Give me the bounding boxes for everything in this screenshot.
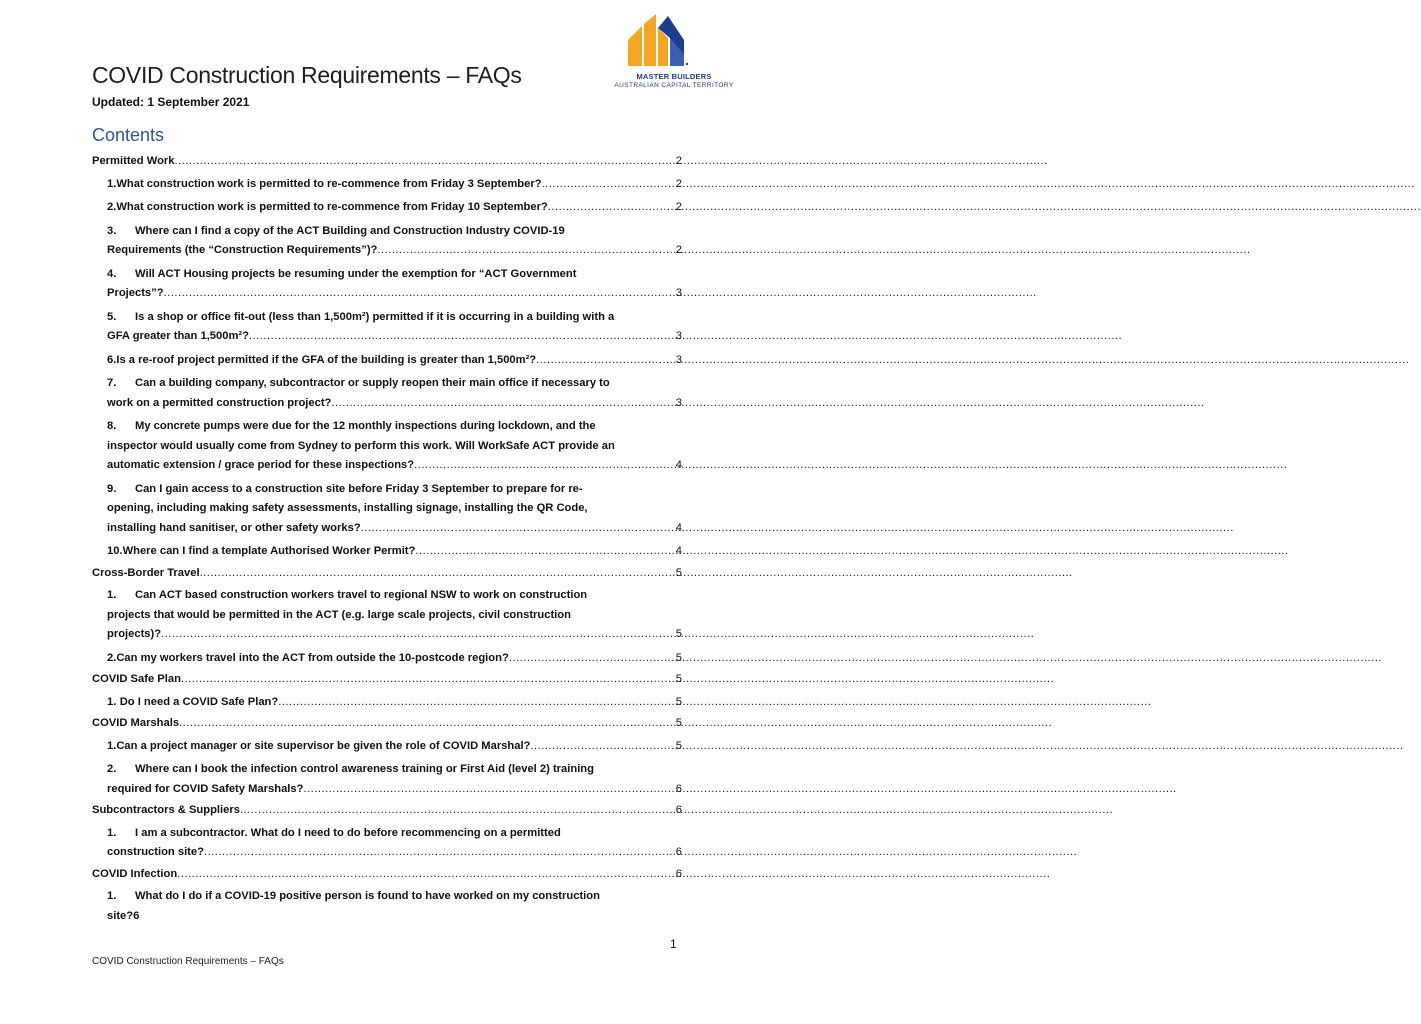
toc-question-link[interactable] — [92, 374, 682, 413]
toc-leader-dots — [204, 843, 674, 863]
toc-page-number: 4 — [675, 459, 682, 471]
toc-question-text: Is a re-roof project permitted if the GFA of the building is greater than 1,500m²? — [116, 353, 537, 366]
toc-question-text: Where can I book the infection control awareness training or First Aid (level 2) training — [135, 763, 594, 775]
toc-question-text: What do I do if a COVID-19 positive person is found to have worked on my construction — [135, 890, 600, 902]
toc-leader-dots — [164, 284, 674, 304]
toc-question-link[interactable] — [92, 222, 682, 261]
toc-question-text: automatic extension / grace period for these inspections? — [107, 459, 415, 471]
toc-question-line — [107, 394, 682, 414]
toc-question-line — [107, 606, 682, 626]
toc-section-label: COVID Infection — [92, 867, 178, 880]
master-builders-logo — [612, 14, 736, 94]
toc-page-number: 2 — [675, 201, 682, 213]
toc-question-number: 8. — [107, 420, 117, 432]
toc-section-link[interactable] — [92, 714, 682, 734]
toc-question-line — [107, 780, 682, 800]
toc-page-number: 6 — [675, 846, 682, 858]
toc-page-number: 6 — [675, 782, 682, 795]
toc-page-number: 5 — [675, 651, 682, 664]
toc-leader-dots — [200, 564, 674, 584]
toc-question-number: 1. — [107, 826, 117, 839]
toc-question-link[interactable] — [92, 737, 682, 757]
toc-page-number: 6 — [133, 909, 140, 922]
toc-question-line — [107, 222, 682, 242]
toc-section-label: Cross-Border Travel — [92, 566, 200, 579]
toc-question-text: projects)? — [107, 628, 162, 640]
toc-leader-dots — [361, 519, 674, 539]
toc-question-line — [107, 284, 682, 304]
toc-leader-dots — [181, 670, 674, 690]
toc-leader-dots — [377, 241, 673, 261]
toc-leader-dots — [509, 649, 674, 669]
toc-question-number: 1. — [107, 589, 117, 601]
toc-page-number: 5 — [675, 566, 682, 579]
toc-leader-dots — [303, 780, 673, 800]
contents-heading: Contents — [92, 125, 165, 145]
toc-question-link[interactable] — [92, 586, 682, 645]
toc-question-link[interactable] — [92, 480, 682, 539]
toc-question-text: What construction work is permitted to re-commence from Friday 10 September? — [116, 201, 548, 213]
toc-question-text: Is a shop or office fit-out (less than 1,500m²) permitted if it is occurring in a building with a — [135, 310, 615, 323]
toc-section-link[interactable] — [92, 670, 682, 690]
toc-page-number: 5 — [675, 695, 682, 708]
toc-leader-dots — [415, 542, 673, 562]
toc-leader-dots — [331, 394, 673, 414]
toc-question-text: Can a building company, subcontractor or supply reopen their main office if necessary to — [135, 377, 610, 389]
toc-question-link[interactable] — [92, 760, 682, 799]
toc-leader-dots — [174, 152, 673, 172]
toc-question-text: Where can I find a copy of the ACT Building and Construction Industry COVID-19 — [135, 224, 565, 237]
toc-question-line — [107, 542, 682, 562]
toc-question-line — [107, 737, 682, 757]
document-title: COVID Construction Requirements – FAQs — [92, 62, 522, 88]
toc-page-number: 2 — [675, 177, 682, 190]
toc-page-number: 6 — [675, 867, 682, 880]
toc-page-number: 2 — [675, 155, 682, 167]
toc-question-text: My concrete pumps were due for the 12 monthly inspections during lockdown, and the — [135, 420, 596, 432]
toc-question-line — [107, 198, 682, 218]
toc-question-text: construction site? — [107, 846, 204, 858]
toc-question-number: 10. — [107, 545, 123, 557]
toc-question-link[interactable] — [92, 542, 682, 562]
toc-section-link[interactable] — [92, 152, 682, 172]
toc-question-number: 2. — [107, 201, 117, 213]
toc-question-link[interactable] — [92, 824, 682, 863]
toc-question-line — [107, 586, 682, 606]
toc-leader-dots — [548, 198, 674, 218]
toc-leader-dots — [161, 625, 674, 645]
toc-question-line — [107, 625, 682, 645]
toc-section-label: COVID Marshals — [92, 717, 180, 729]
toc-page-number: 6 — [675, 804, 682, 816]
toc-question-line — [107, 499, 682, 519]
updated-date: Updated: 1 September 2021 — [92, 95, 250, 109]
toc-question-text: inspector would usually come from Sydney to perform this work. Will WorkSafe ACT provide an — [107, 439, 615, 452]
toc-section-label: Permitted Work — [92, 155, 175, 167]
toc-section-link[interactable] — [92, 564, 682, 584]
toc-question-number: 2. — [107, 763, 117, 775]
toc-page-number: 3 — [675, 396, 682, 409]
toc-question-text: installing hand sanitiser, or other safety works? — [107, 521, 361, 534]
toc-question-line — [107, 175, 682, 195]
logo-name: MASTER BUILDERS — [636, 72, 712, 81]
toc-question-text: Will ACT Housing projects be resuming under the exemption for “ACT Government — [135, 267, 577, 280]
toc-section-link[interactable] — [92, 801, 682, 821]
toc-page-number: 5 — [675, 717, 682, 729]
toc-section-link[interactable] — [92, 865, 682, 885]
toc-section-label: Subcontractors & Suppliers — [92, 804, 240, 816]
toc-question-line — [107, 308, 682, 328]
toc-question-number: 3. — [107, 224, 117, 237]
toc-question-text: projects that would be permitted in the ACT (e.g. large scale projects, civil construction — [107, 608, 571, 621]
toc-leader-dots — [414, 456, 674, 476]
toc-question-text: What construction work is permitted to re-commence from Friday 3 September? — [116, 177, 542, 190]
toc-page-number: 3 — [675, 287, 682, 299]
toc-question-line — [107, 907, 682, 927]
toc-question-text: Requirements (the “Construction Requirements”)? — [107, 244, 378, 256]
toc-question-link[interactable] — [92, 265, 682, 304]
toc-question-text: opening, including making safety assessments, installing signage, installing the QR Code, — [107, 502, 588, 514]
toc-section-label: COVID Safe Plan — [92, 673, 181, 685]
toc-question-text: Do I need a COVID Safe Plan? — [119, 695, 279, 708]
toc-question-line — [107, 417, 682, 437]
toc-question-line — [107, 374, 682, 394]
toc-question-number: 2. — [107, 651, 117, 664]
toc-page-number: 2 — [675, 244, 682, 256]
page-number: 1 — [670, 937, 677, 951]
toc-question-line — [107, 824, 682, 844]
toc-question-link[interactable] — [92, 417, 682, 476]
toc-question-line — [107, 241, 682, 261]
toc-question-number: 1. — [107, 177, 117, 190]
toc-leader-dots — [278, 693, 674, 713]
toc-question-text: Projects”? — [107, 287, 164, 299]
toc-question-link[interactable] — [92, 649, 682, 669]
toc-page-number: 5 — [675, 628, 682, 640]
toc-leader-dots — [536, 351, 674, 371]
toc-question-line — [107, 693, 682, 713]
logo-subtitle: AUSTRALIAN CAPITAL TERRITORY — [614, 82, 734, 89]
toc-question-number: 1. — [107, 695, 117, 708]
toc-question-line — [107, 480, 682, 500]
toc-leader-dots — [249, 327, 674, 347]
toc-question-link[interactable] — [92, 175, 682, 195]
toc-page-number: 5 — [675, 673, 682, 685]
toc-question-link[interactable] — [92, 308, 682, 347]
toc-question-number: 1. — [107, 739, 117, 752]
toc-leader-dots — [177, 865, 674, 885]
toc-page-number: 4 — [675, 545, 682, 557]
footer-text: COVID Construction Requirements – FAQs — [92, 956, 284, 967]
toc-question-number: 7. — [107, 377, 117, 389]
toc-question-text: Can I gain access to a construction site before Friday 3 September to prepare for re- — [135, 482, 583, 495]
master-builders-logo-icon — [624, 14, 694, 72]
toc-question-line — [107, 519, 682, 539]
toc-question-number: 1. — [107, 890, 117, 902]
toc-question-line — [107, 456, 682, 476]
toc-leader-dots — [179, 714, 674, 734]
toc-question-number: 4. — [107, 267, 117, 280]
toc-page-number: 5 — [675, 739, 682, 752]
toc-question-text: Can a project manager or site supervisor be given the role of COVID Marshal? — [116, 739, 531, 752]
toc-question-link[interactable] — [92, 351, 682, 371]
toc-question-number: 5. — [107, 310, 117, 323]
toc-question-line — [107, 437, 682, 457]
toc-question-link[interactable] — [92, 198, 682, 218]
toc-question-line — [107, 843, 682, 863]
toc-page-number: 3 — [675, 353, 682, 366]
table-of-contents — [92, 150, 682, 926]
toc-question-text: required for COVID Safety Marshals? — [107, 782, 304, 795]
toc-question-line — [107, 649, 682, 669]
toc-question-link[interactable] — [92, 693, 682, 713]
toc-question-line — [107, 351, 682, 371]
toc-question-number: 9. — [107, 482, 117, 495]
toc-question-line — [107, 327, 682, 347]
toc-question-line — [107, 887, 682, 907]
toc-question-text: Can ACT based construction workers travel to regional NSW to work on construction — [135, 589, 588, 601]
toc-question-text: site? — [107, 909, 134, 922]
toc-question-text: I am a subcontractor. What do I need to do before recommencing on a permitted — [135, 826, 561, 839]
toc-leader-dots — [240, 801, 674, 821]
toc-question-link[interactable] — [92, 887, 682, 926]
toc-question-text: GFA greater than 1,500m²? — [107, 330, 249, 342]
toc-page-number: 3 — [675, 330, 682, 342]
toc-leader-dots — [530, 737, 673, 757]
toc-leader-dots — [542, 175, 674, 195]
toc-question-text: work on a permitted construction project? — [107, 396, 332, 409]
toc-question-text: Can my workers travel into the ACT from outside the 10-postcode region? — [116, 651, 509, 664]
toc-question-line — [107, 265, 682, 285]
toc-page-number: 4 — [675, 521, 682, 534]
toc-question-line — [107, 760, 682, 780]
toc-question-text: Where can I find a template Authorised Worker Permit? — [122, 545, 416, 557]
toc-question-number: 6. — [107, 353, 117, 366]
